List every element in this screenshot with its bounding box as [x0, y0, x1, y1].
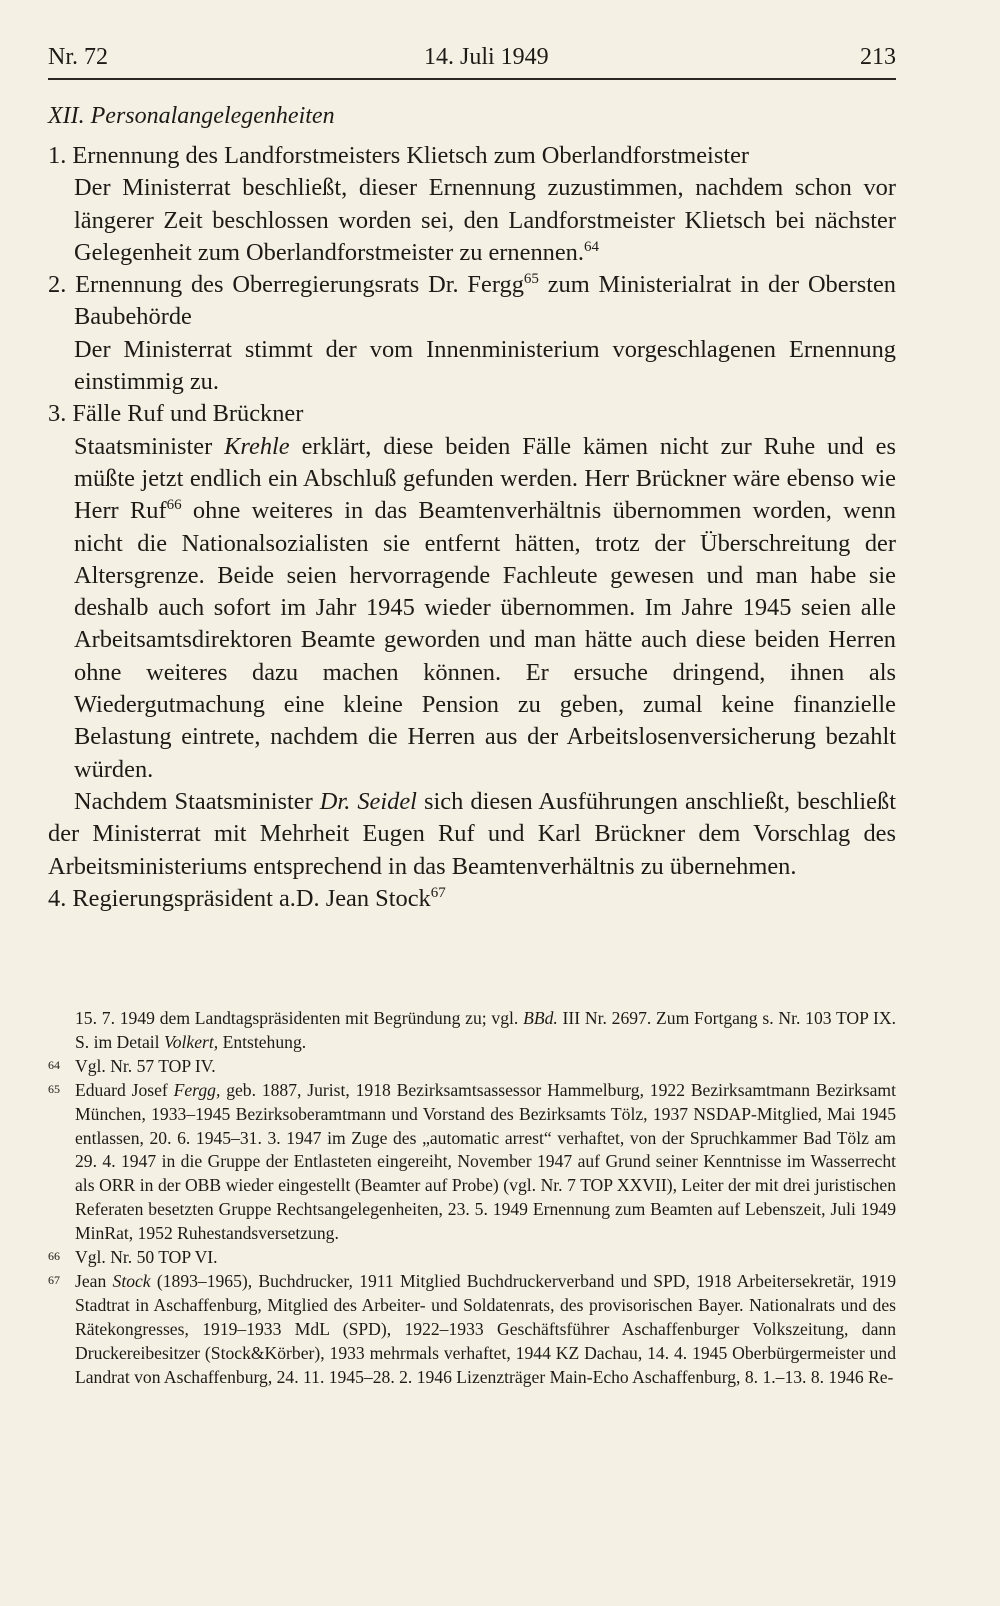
footnote-67: 67 Jean Stock (1893–1965), Buchdrucker, 1911 Mitglied Buchdruckerverband und SPD, 1918 Arbeitersekretär, 1919 Stadtrat in Aschaffenburg, Mitglied des Arbeiter- und Soldatenrats, des provisorischen Bayer. Nationalrats und des Rätekongresses, 1919–1933 MdL (SPD), 1922–1933 Geschäftsführer Aschaffenburger Volkszeitung, dann Druckereibesitzer (Stock&Körber), 1933 mehrmals verhaftet, 1944 KZ Dachau, 14. 4. 1945 Oberbürgermeister und Landrat von Aschaffenburg, 24. 11. 1945–28. 2. 1946 Lizenzträger Main-Echo Aschaffenburg, 8. 1.–13. 8. 1946 Re- [48, 1270, 896, 1387]
section-title: XII. Personalangelegenheiten [48, 103, 335, 129]
item-2-heading: 2. Ernennung des Oberregierungsrats Dr. Fergg$^{65}$ zum Ministerialrat in der Obersten Baubehörde [48, 271, 896, 331]
item-1-text: Der Ministerrat beschließt, dieser Ernennung zuzustimmen, nachdem schon vor längerer Zeit beschlossen worden sei, den Landforstmeister Klietsch bei nächster Gelegenheit zum Oberlandforstmeister zu ernennen.$^{64}$ [74, 174, 896, 266]
footnote-ref-67[interactable]: 67 [430, 884, 446, 901]
document-page [48, 0, 896, 1606]
page-number: 213 [860, 44, 896, 70]
footnote-number: 66 [48, 1249, 60, 1264]
footnote-65: 65 Eduard Josef Fergg, geb. 1887, Jurist, 1918 Bezirksamtsassessor Hammelburg, 1922 Bezirksamtmann Bezirksamt München, 1933–1945 Bezirksoberamtmann und Vorstand des Bezirksamts Tölz, 1937 NSDAP-Mitglied, Mai 1945 entlassen, 20. 6. 1945–31. 3. 1947 im Zuge des „automatic arrest“ verhaftet, von der Spruchkammer Bad Tölz am 29. 4. 1947 in die Gruppe der Entlasteten eingereiht, November 1947 auf Grund seiner Kenntnisse im Wasserrecht als ORR in der OBB wieder eingestellt (Beamter auf Probe) (vgl. Nr. 7 TOP XXVII), Leiter der mit drei juristischen Referaten besetzten Gruppe Rechtsangelegenheiten, 23. 5. 1949 Ernennung zum Beamten auf Lebenszeit, Juli 1949 MinRat, 1952 Ruhestandsversetzung. [48, 1079, 896, 1244]
footnote-66: 66 Vgl. Nr. 50 TOP VI. [48, 1247, 218, 1268]
item-3-paragraph-2: Nachdem Staatsminister Dr. Seidel sich diesen Ausführungen anschließt, beschließt der Ministerrat mit Mehrheit Eugen Ruf und Karl Brückner dem Vorschlag des Arbeitsministeriums entsprechend in das Beamtenverhältnis zu übernehmen. [48, 787, 896, 880]
person-name: Krehle [224, 432, 290, 460]
person-name: Dr. Seidel [319, 787, 417, 815]
footnote-number: 64 [48, 1057, 60, 1072]
running-header [48, 40, 896, 80]
item-1-heading: 1. Ernennung des Landforstmeisters Klietsch zum Oberlandforstmeister [48, 142, 750, 169]
footnote-number: 65 [48, 1081, 60, 1096]
footnote-continued: 15. 7. 1949 dem Landtagspräsidenten mit Begründung zu; vgl. BBd. III Nr. 2697. Zum Fortgang s. Nr. 103 TOP IX. S. im Detail Volkert, Entstehung. [75, 1008, 897, 1052]
main-text [48, 140, 896, 915]
footnote-64: 64 Vgl. Nr. 57 TOP IV. [48, 1055, 216, 1076]
item-2-text: Der Ministerrat stimmt der vom Innenministerium vorgeschlagenen Ernennung einstimmig zu. [74, 335, 896, 396]
footnote-ref-64[interactable]: 64 [583, 238, 599, 255]
footnote-number: 67 [48, 1272, 60, 1287]
footnote-ref-66[interactable]: 66 [166, 497, 182, 514]
meeting-date: 14. Juli 1949 [424, 44, 549, 70]
footnote-ref-65[interactable]: 65 [523, 271, 539, 288]
footnotes [48, 1007, 896, 1390]
item-4-heading: 4. Regierungspräsident a.D. Jean Stock$^{67}$ [48, 884, 446, 912]
item-3-heading: 3. Fälle Ruf und Brückner [48, 400, 304, 428]
document-number: Nr. 72 [48, 44, 108, 70]
item-3-paragraph-1: Staatsminister Krehle erklärt, diese beiden Fälle kämen nicht zur Ruhe und es müßte jetzt endlich ein Abschluß gefunden werden. Herr Brückner wäre ebenso wie Herr Ruf$^{66}$ ohne weiteres in das Beamtenverhältnis übernommen worden, wenn nicht die Nationalsozialisten sie entfernt hätten, trotz der Überschreitung der Altersgrenze. Beide seien hervorragende Fachleute gewesen und man habe sie deshalb auch sofort im Jahr 1945 wieder übernommen. Im Jahre 1945 seien alle Arbeitsamtsdirektoren Beamte geworden und man hätte auch diese beiden Herren ohne weiteres dazu machen können. Er ersuche dringend, ihnen als Wiedergutmachung eine kleine Pension zu geben, zumal keine finanzielle Belastung eintrete, nachdem die Herren aus der Arbeitslosenversicherung bezahlt würden. [74, 432, 897, 783]
